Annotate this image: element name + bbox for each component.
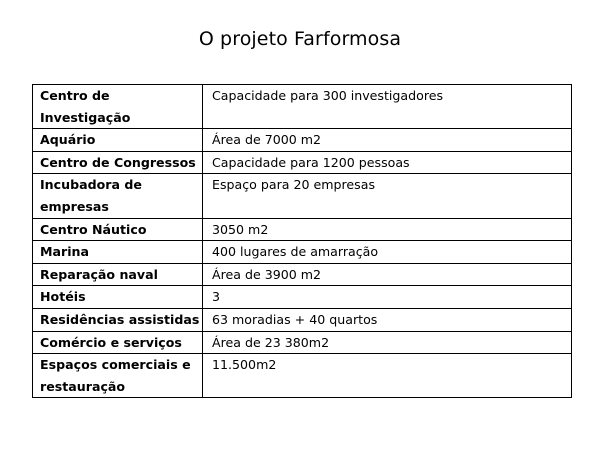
table-row [33,151,572,174]
row-label: Incubadora de empresas [33,174,203,218]
table-row [33,218,572,241]
row-label: Centro Náutico [33,218,203,241]
row-label: Marina [33,241,203,264]
table-row [33,286,572,309]
table-row [33,331,572,354]
row-value: Capacidade para 1200 pessoas [203,151,572,174]
row-value: Área de 7000 m2 [203,129,572,152]
row-value: 400 lugares de amarração [203,241,572,264]
row-label: Centro de Congressos [33,151,203,174]
row-value: 3 [203,286,572,309]
project-table [32,84,572,398]
row-label: Centro de Investigação [33,85,203,129]
page-title: O projeto Farformosa [198,28,402,50]
row-value: 11.500m2 [203,354,572,398]
table-row [33,241,572,264]
row-label: Reparação naval [33,263,203,286]
row-value: 3050 m2 [203,218,572,241]
row-label: Hotéis [33,286,203,309]
row-value: Área de 3900 m2 [203,263,572,286]
table-row [33,354,572,398]
row-value: Espaço para 20 empresas [203,174,572,218]
table-row [33,85,572,129]
table-row [33,129,572,152]
table-row [33,263,572,286]
project-table-body [33,85,572,398]
row-label: Espaços comerciais e restauração [33,354,203,398]
table-row [33,308,572,331]
row-label: Aquário [33,129,203,152]
row-value: 63 moradias + 40 quartos [203,308,572,331]
row-label: Residências assistidas [33,308,203,331]
row-value: Capacidade para 300 investigadores [203,85,572,129]
table-row [33,174,572,218]
row-label: Comércio e serviços [33,331,203,354]
row-value: Área de 23 380m2 [203,331,572,354]
